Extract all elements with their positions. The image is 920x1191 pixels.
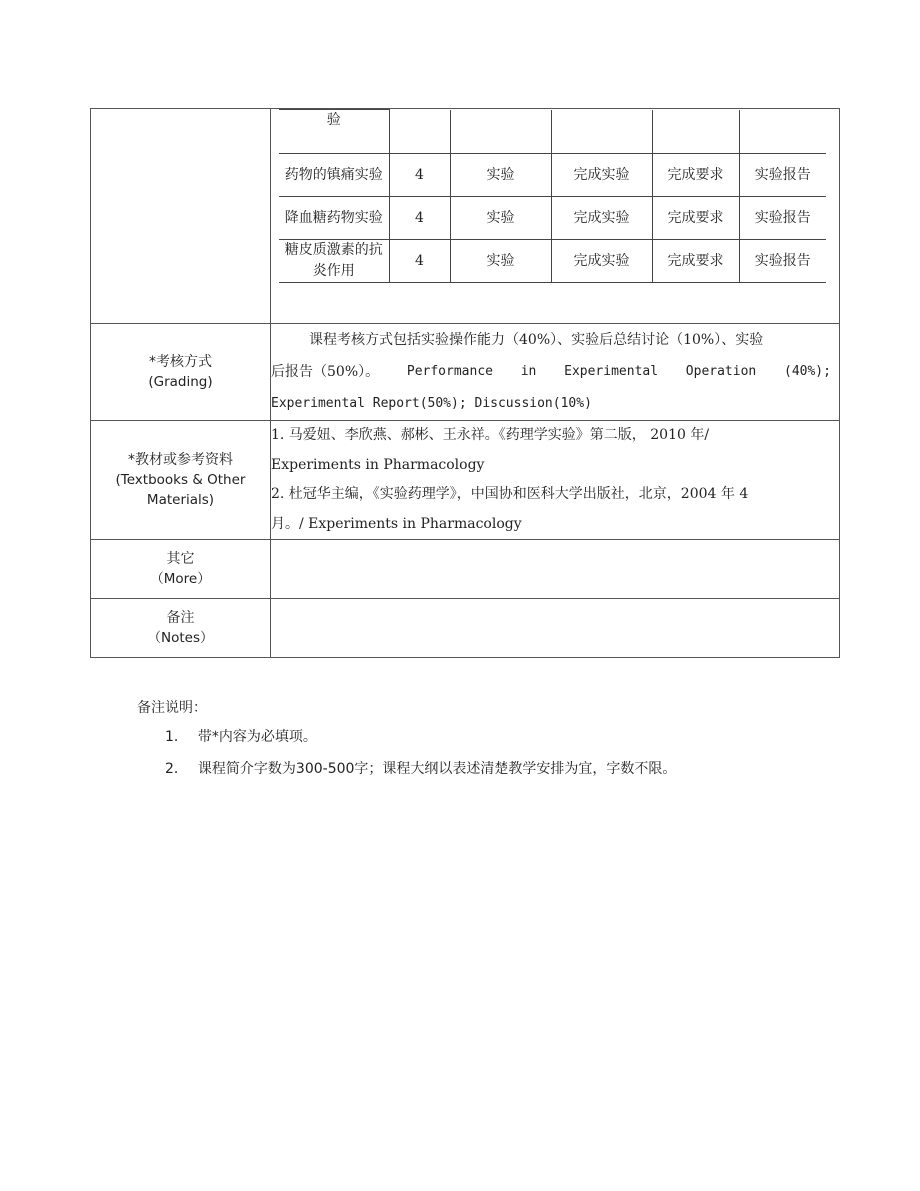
- table-row: [279, 110, 826, 154]
- syllabus-table: [90, 108, 840, 658]
- experiment-task: 完成实验: [551, 197, 652, 240]
- grading-row: [91, 324, 840, 421]
- textbooks-label-en: (Textbooks & Other: [115, 472, 246, 488]
- remarks-label-zh: 备注: [166, 610, 195, 626]
- schedule-row: [91, 109, 840, 324]
- more-content: [271, 540, 840, 599]
- schedule-table: [279, 109, 826, 283]
- grading-text-line2: 后报告（50%）。 Performance in Experimental Operation (40%);: [271, 364, 831, 380]
- more-label: [91, 540, 271, 599]
- experiment-type: 实验: [450, 197, 551, 240]
- textbooks-label-zh: *教材或参考资料: [128, 452, 233, 468]
- experiment-requirement: 完成要求: [652, 197, 739, 240]
- more-label-zh: 其它: [166, 551, 195, 567]
- footer-notes-title: 备注说明：: [137, 700, 207, 716]
- textbooks-row: [91, 421, 840, 540]
- more-label-en: （More）: [150, 571, 211, 587]
- reference-2-cont: 月。/ Experiments in Pharmacology: [271, 515, 522, 532]
- experiment-name: 验: [279, 110, 389, 154]
- experiment-task: 完成实验: [551, 154, 652, 197]
- reference-2: 2. 杜冠华主编，《实验药理学》，中国协和医科大学出版社，北京，2004 年 4: [271, 486, 749, 502]
- experiment-assessment: 实验报告: [739, 197, 826, 240]
- experiment-hours: 4: [389, 154, 450, 197]
- table-row: [279, 154, 826, 197]
- more-row: [91, 540, 840, 599]
- experiment-name: 药物的镇痛实验: [279, 154, 389, 197]
- schedule-cell: [271, 109, 840, 324]
- experiment-type: 实验: [450, 240, 551, 283]
- list-item: 1． 带*内容为必填项。: [165, 729, 317, 745]
- experiment-hours: 4: [389, 197, 450, 240]
- experiment-assessment: 实验报告: [739, 240, 826, 283]
- experiment-requirement: 完成要求: [652, 154, 739, 197]
- experiment-name: 糖皮质激素的抗炎作用: [279, 240, 389, 283]
- table-row: [279, 197, 826, 240]
- textbooks-label: [91, 421, 271, 540]
- grading-text-line1: 课程考核方式包括实验操作能力（40%）、实验后总结讨论（10%）、实验: [309, 332, 764, 348]
- grading-label-en: (Grading): [148, 374, 213, 390]
- experiment-requirement: 完成要求: [652, 240, 739, 283]
- experiment-task: 完成实验: [551, 240, 652, 283]
- table-row: [279, 240, 826, 283]
- schedule-label-cell: [91, 109, 271, 324]
- remarks-content: [271, 599, 840, 658]
- footer-notes-list: [137, 726, 676, 778]
- footer-notes: [137, 697, 676, 790]
- experiment-assessment: 实验报告: [739, 154, 826, 197]
- experiment-name: 降血糖药物实验: [279, 197, 389, 240]
- remarks-label: [91, 599, 271, 658]
- list-item: 2． 课程简介字数为300-500字；课程大纲以表述清楚教学安排为宜，字数不限。: [165, 761, 677, 777]
- grading-content: [271, 324, 840, 421]
- grading-label-zh: *考核方式: [149, 354, 212, 370]
- grading-label: [91, 324, 271, 421]
- reference-1-en: Experiments in Pharmacology: [271, 456, 485, 473]
- remarks-row: [91, 599, 840, 658]
- textbooks-label-en2: Materials): [146, 492, 215, 508]
- remarks-label-en: （Notes）: [147, 630, 214, 646]
- grading-text-line3: Experimental Report(50%); Discussion(10%): [271, 396, 592, 411]
- experiment-hours: 4: [389, 240, 450, 283]
- reference-1: 1. 马爱妞、李欣燕、郝彬、王永祥。《药理学实验》第二版， 2010 年/: [271, 427, 710, 443]
- textbooks-content: [271, 421, 840, 540]
- experiment-type: 实验: [450, 154, 551, 197]
